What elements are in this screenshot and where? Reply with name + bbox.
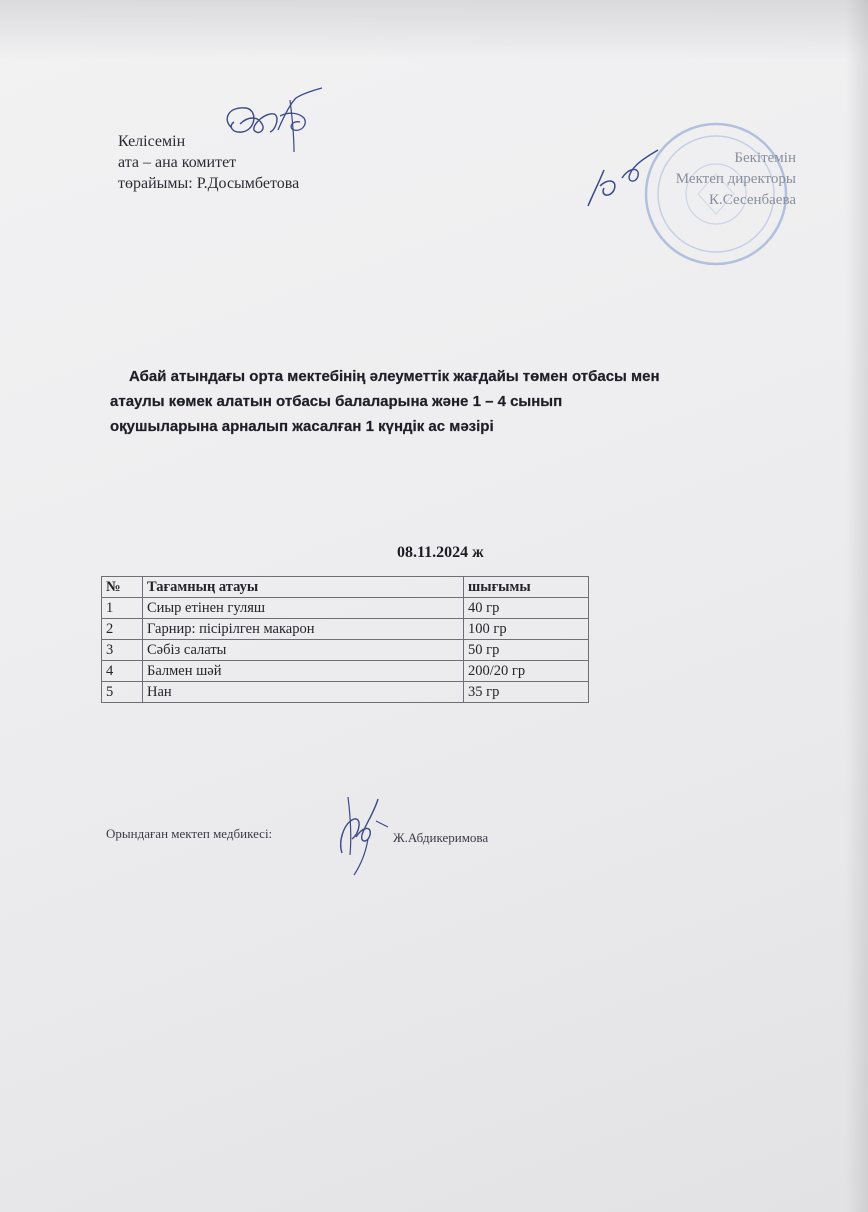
row-amount: 35 гр: [464, 682, 589, 703]
table-row: [102, 661, 589, 682]
row-dish: Сәбіз салаты: [143, 640, 464, 661]
agreement-line-2: ата – ана комитет: [118, 154, 237, 171]
row-number: 1: [102, 598, 143, 619]
committee-signature: [218, 86, 328, 156]
header-portion: шығымы: [464, 577, 589, 598]
top-shadow: [0, 0, 868, 60]
table-row: [102, 619, 589, 640]
row-amount: 100 гр: [464, 619, 589, 640]
table-row: [102, 682, 589, 703]
nurse-signature: [328, 793, 398, 878]
menu-date: 08.11.2024 ж: [397, 544, 484, 561]
header-number: №: [102, 577, 143, 598]
document-heading: [110, 364, 810, 439]
row-number: 4: [102, 661, 143, 682]
row-number: 3: [102, 640, 143, 661]
heading-line-1: Абай атындағы орта мектебінің әлеуметтік жағдайы төмен отбасы мен: [129, 368, 660, 385]
approval-line-3: К.Сесенбаева: [709, 192, 796, 208]
table-header-row: [102, 577, 589, 598]
row-dish: Балмен шәй: [143, 661, 464, 682]
row-number: 5: [102, 682, 143, 703]
row-dish: Гарнир: пісірілген макарон: [143, 619, 464, 640]
header-dish-name: Тағамның атауы: [143, 577, 464, 598]
row-dish: Сиыр етінен гуляш: [143, 598, 464, 619]
approval-block: [676, 148, 796, 211]
heading-line-3: оқушыларына арналып жасалған 1 күндік ас мәзірі: [110, 418, 494, 435]
row-dish: Нан: [143, 682, 464, 703]
table-row: [102, 640, 589, 661]
nurse-signature-label: Орындаған мектеп медбикесі:: [106, 826, 273, 841]
agreement-line-3: төрайымы: Р.Досымбетова: [118, 175, 300, 192]
agreement-line-1: Келісемін: [118, 133, 186, 150]
heading-line-2: атаулы көмек алатын отбасы балаларына және 1 – 4 сынып: [110, 393, 563, 410]
row-number: 2: [102, 619, 143, 640]
row-amount: 200/20 гр: [464, 661, 589, 682]
row-amount: 40 гр: [464, 598, 589, 619]
nurse-name: Ж.Абдикеримова: [393, 830, 489, 845]
page-edge-shadow: [846, 0, 868, 1212]
row-amount: 50 гр: [464, 640, 589, 661]
approval-line-2: Мектеп директоры: [675, 171, 796, 187]
approval-line-1: Бекітемін: [734, 150, 796, 166]
director-signature: [582, 140, 662, 210]
menu-table: [101, 576, 589, 703]
table-row: [102, 598, 589, 619]
